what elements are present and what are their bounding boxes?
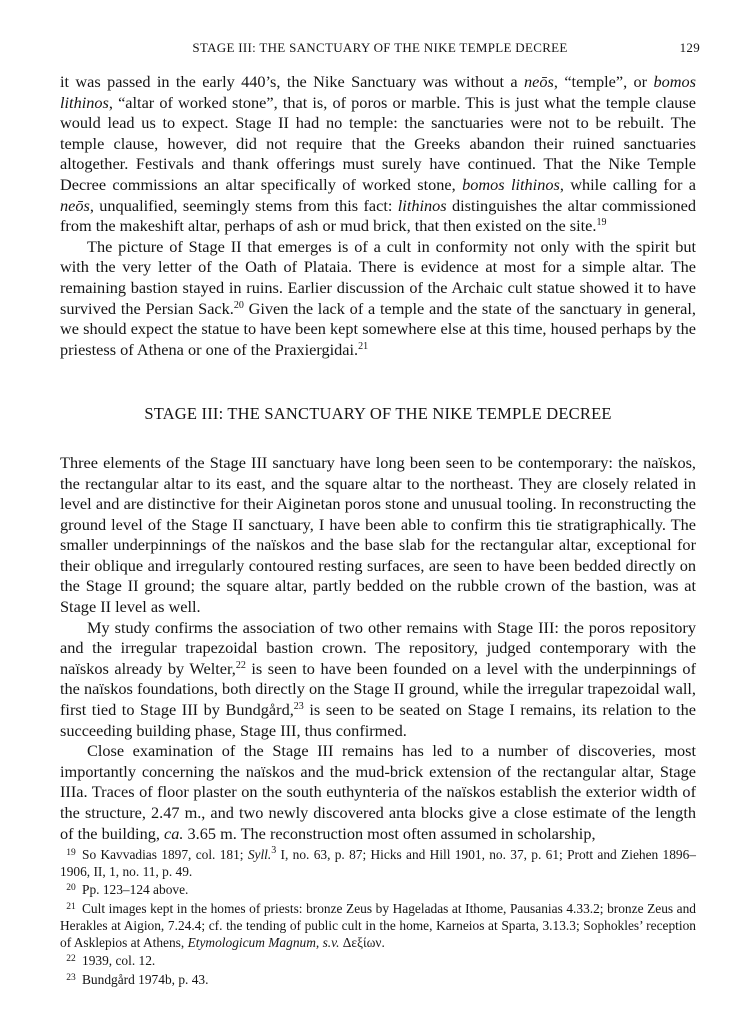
section-heading: STAGE III: THE SANCTUARY OF THE NIKE TEMPLE DECREE: [144, 404, 612, 424]
text-run: Bundgård 1974b, p. 43.: [82, 971, 209, 987]
text-run: Given the lack of a temple and the state of the sanctuary in general, we should expect the statue to have been kept somewhere else at this time, housed perhaps by the priestess of Athena or one of the Praxiergidai.: [60, 298, 696, 359]
paragraph-1: [60, 72, 696, 237]
running-head-title: STAGE III: THE SANCTUARY OF THE NIKE TEMPLE DECREE: [192, 40, 568, 55]
text-run: 1939, col. 12.: [82, 953, 156, 969]
footnote-19: 19 So Kavvadias 1897, col. 181; Syll.$^3$ I, no. 63, p. 87; Hicks and Hill 1901, no. 37, p. 61; Prott and Ziehen 1896–1906, II, 1, no. 11, p. 49.: [60, 845, 696, 879]
italic-run: neōs: [60, 195, 90, 215]
italic-run: lithinos: [397, 195, 447, 215]
running-head: [60, 40, 700, 56]
text-run: Pp. 123–124 above.: [82, 882, 189, 898]
text-run: Close examination of the Stage III remains has led to a number of discoveries, most importantly concerning the naïskos and the mud-brick extension of the rectangular altar, Stage IIIa. Traces of floor plaster on the south euthynteria of the naïskos establish the exterior width of the structure, 2.47 m., and two newly discovered anta blocks give a close estimate of the length of the building,: [60, 741, 696, 843]
footnote-22: 22 1939, col. 12.: [66, 953, 156, 969]
italic-run: Syll.: [247, 847, 272, 862]
text-run: , “temple”, or: [553, 72, 654, 91]
text-run: Cult images kept in the homes of priests: bronze Zeus by Hageladas at Ithome, Pausanias 4.33.2; bronze Zeus and Herakles at Aigion, 7.24.4; cf. the tending of public cult in the home, Karneios at Sparta, 3.13.3; Sophokles’ reception of Asklepios at Athens,: [60, 901, 696, 950]
text-run: 3.65 m. The reconstruction most often assumed in scholarship,: [183, 823, 596, 843]
text-run: My study confirms the association of two other remains with Stage III: the poros repository and the irregular trapezoidal bastion crown. The repository, judged contemporary with the naïskos already by Welter,: [60, 617, 696, 678]
text-run: distinguishes the altar commissioned from the makeshift altar, perhaps of ash or mud brick, that then existed on the site.: [60, 195, 696, 236]
text-run: is seen to be seated on Stage I remains, its relation to the succeeding building phase, Stage III, thus confirmed.: [60, 700, 696, 740]
italic-run: bomos lithinos: [462, 174, 560, 194]
body-text: [60, 72, 696, 844]
paragraph-2: [60, 237, 696, 361]
italic-run: bomos lithinos: [60, 72, 696, 112]
paragraph-5: [60, 741, 696, 844]
footnote-ref-21[interactable]: 21: [358, 340, 369, 352]
italic-run: Etymologicum Magnum, s.v.: [187, 934, 340, 950]
footnote-ref-23[interactable]: 23: [293, 701, 304, 713]
text-run: So Kavvadias 1897, col. 181;: [82, 847, 248, 862]
text-run: Δεξίων.: [339, 934, 385, 950]
paragraph-3: [60, 453, 696, 618]
footnote-23: 23 Bundgård 1974b, p. 43.: [66, 971, 209, 987]
italic-run: ca.: [164, 823, 184, 843]
italic-run: neōs: [524, 72, 554, 91]
text-run: is seen to have been founded on a level with the underpinnings of the naïskos foundations, both directly on the Stage II ground, while the irregular trapezoidal wall, first tied to Stage III by Bundgård,: [60, 658, 696, 720]
footnote-21: 21 Cult images kept in the homes of priests: bronze Zeus by Hageladas at Ithome, Pausanias 4.33.2; bronze Zeus and Herakles at Aigion, 7.24.4; cf. the tending of public cult in the home, Karneios at Sparta, 3.13.3; Sophokles’ reception of Asklepios at Athens, Etymologicum Magnum, s.v. Δεξίων.: [60, 901, 696, 950]
footnotes: [60, 847, 696, 991]
text-run: , “altar of worked stone”, that is, of poros or marble. This is just what the temple clause would lead us to expect. Stage II had no temple: the sanctuaries were not to be rebuilt. The temple clause, however, did not require that the Greeks abandon their ruined sanctuaries altogether. Festivals and thank offerings must surely have continued. That the Nike Temple Decree commissions an altar specifically of worked stone,: [60, 92, 696, 194]
superscript: 3: [271, 845, 277, 856]
text-run: I, no. 63, p. 87; Hicks and Hill 1901, no. 37, p. 61; Prott and Ziehen 1896–1906, II, 1, no. 11, p. 49.: [60, 847, 696, 879]
text-run: The picture of Stage II that emerges is of a cult in conformity not only with the spirit but with the very letter of the Oath of Plataia. There is evidence at most for a simple altar. The remaining bastion stayed in ruins. Earlier discussion of the Archaic cult statue showed it to have survived the Persian Sack.: [60, 236, 696, 318]
paragraph-4: [60, 618, 696, 742]
text-run: , unqualified, seemingly stems from this fact:: [89, 195, 398, 215]
footnote-20: 20 Pp. 123–124 above.: [66, 882, 189, 898]
text-run: Three elements of the Stage III sanctuary have long been seen to be contemporary: the naïskos, the rectangular altar to its east, and the square altar to the northeast. They are closely related in level and are distinctive for their Aiginetan poros stone and unusual tooling. In reconstructing the ground level of the Stage II sanctuary, I have been able to confirm this tie stratigraphically. The smaller underpinnings of the naïskos and the base slab for the rectangular altar, exceptional for their oblique and irregularly contoured resting surfaces, are seen to have been bedded directly on the Stage II ground; the square altar, partly bedded on the rubble crown of the bastion, was at Stage II level as well.: [60, 452, 696, 617]
page-number: 129: [679, 40, 700, 55]
footnote-ref-19[interactable]: 19: [596, 217, 607, 229]
footnote-ref-20[interactable]: 20: [233, 299, 244, 311]
footnote-ref-22[interactable]: 22: [235, 659, 246, 671]
text-run: it was passed in the early 440’s, the Nike Sanctuary was without a: [60, 72, 525, 91]
text-run: , while calling for a: [559, 174, 696, 194]
